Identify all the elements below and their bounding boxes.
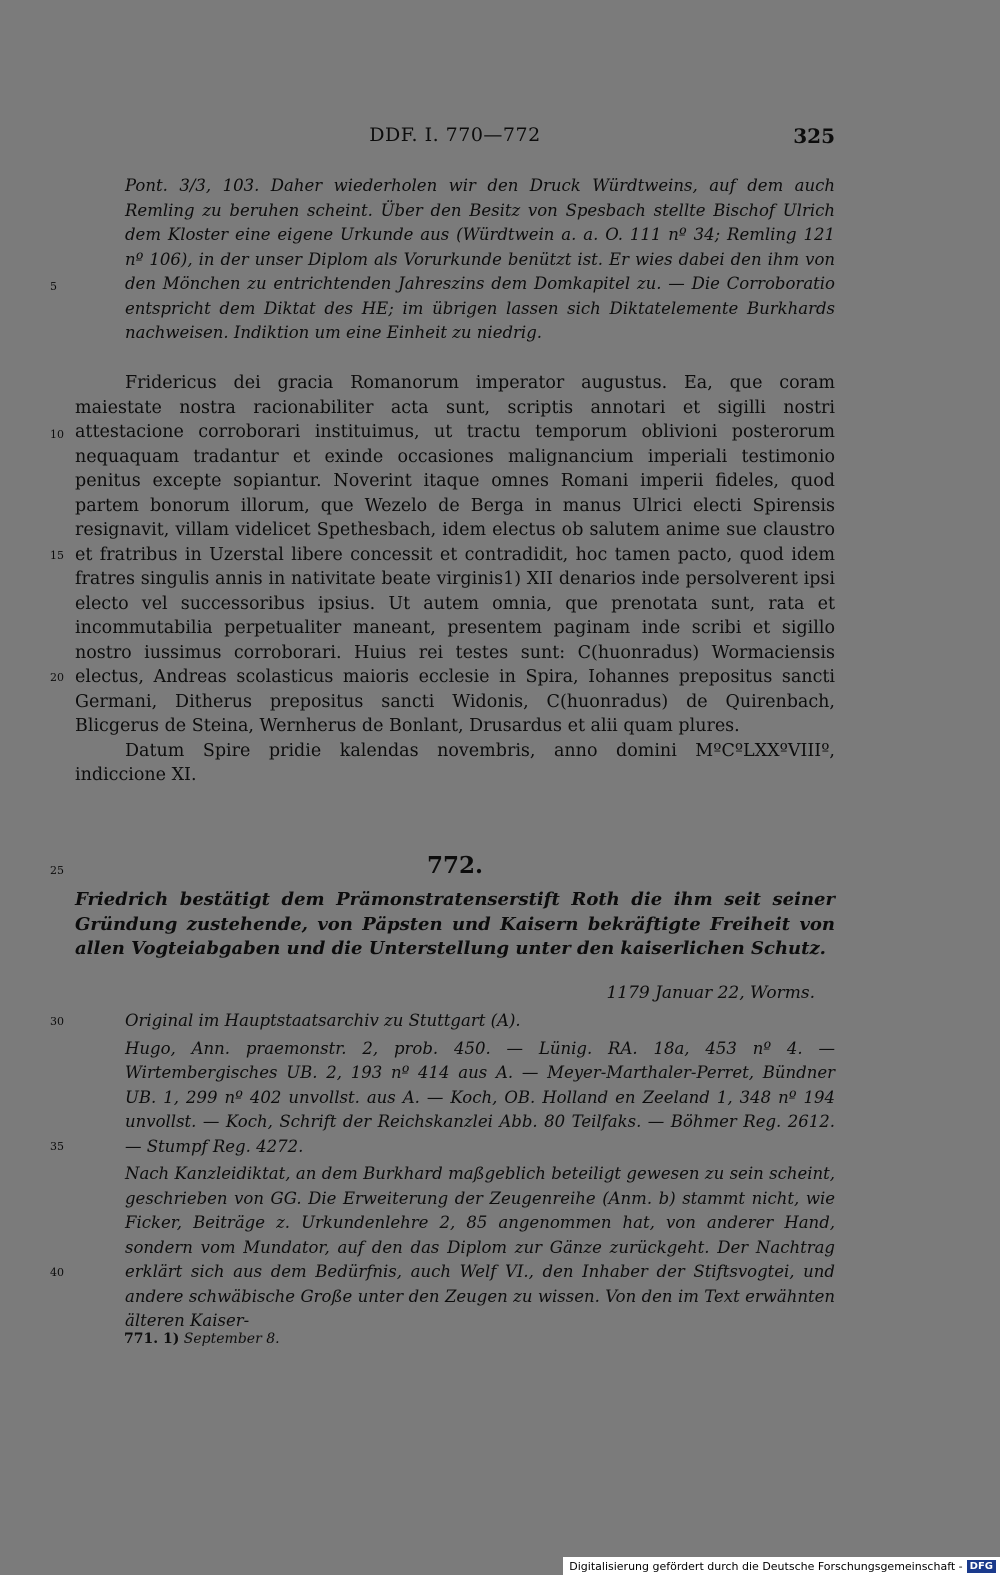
document-number: 772. <box>426 852 484 879</box>
footnote <box>124 1331 280 1347</box>
datum-paragraph: Datum Spire pridie kalendas novembris, anno domini MºCºLXXºVIIIº, indiccione XI. <box>75 740 835 785</box>
page-header <box>75 124 835 154</box>
line-number: 40 <box>50 1266 64 1279</box>
line-number: 10 <box>50 428 64 441</box>
preliminary-note <box>75 174 835 346</box>
dfg-banner-text: Digitalisierung gefördert durch die Deutsche Forschungsgemeinschaft - <box>569 1559 963 1573</box>
charter-text <box>75 371 835 788</box>
line-number: 35 <box>50 1140 64 1153</box>
line-number: 30 <box>50 1015 64 1028</box>
source-original: Original im Hauptstaatsarchiv zu Stuttgart (A). <box>125 1011 521 1030</box>
source-commentary: Nach Kanzleidiktat, an dem Burkhard maßgeblich beteiligt gewesen zu sein scheint, geschrieben von GG. Die Erweiterung der Zeugenreihe (Anm. b) stammt nicht, wie Ficker, Beiträge z. Urkundenlehre 2, 85 angenommen hat, von anderer Hand, sondern vom Mundator, auf den das Diplom zur Gänze zurückgeht. Der Nachtrag erklärt sich aus dem Bedürfnis, auch Welf VI., den Inhaber der Stiftsvogtei, und andere schwäbische Große unter den Zeugen zu wissen. Von den im Text erwähnten älteren Kaiser- <box>125 1164 835 1330</box>
line-number: 15 <box>50 549 64 562</box>
line-number: 20 <box>50 671 64 684</box>
summary-text: Friedrich bestätigt dem Prämonstratenserstift Roth die ihm seit seiner Gründung zustehende, von Päpsten und Kaisern bekräftigte Freiheit von allen Vogteiabgaben und die Unterstellung unter den kaiserlichen Schutz. <box>75 889 835 959</box>
charter-paragraph: Fridericus dei gracia Romanorum imperator augustus. Ea, que coram maiestate nostra racionabiliter acta sunt, scriptis annotari et sigilli nostri attestacione corroborari instituimus, ut tractu temporum oblivioni posterorum nequaquam tradantur et exinde occasiones malignancium imperiali testimonio penitus excepte sopiantur. Noverint itaque omnes Romani imperii fideles, quod partem bonorum illorum, que Wezelo de Berga in manus Ulrici electi Spirensis resignavit, villam videlicet Spethesbach, idem electus ob salutem anime sue claustro et fratribus in Uzerstal libere concessit et contradidit, hoc tamen pacto, quod idem fratres singulis annis in nativitate beate virginis1) XII denarios inde persolverent ipsi electo vel successoribus ipsius. Ut autem omnia, que prenotata sunt, rata et incommutabilia perpetualiter maneant, presentem paginam inde scribi et sigillo nostro iussimus corroborari. Huius rei testes sunt: C(huonradus) Wormaciensis electus, Andreas scolasticus maioris ecclesie in Spira, Iohannes prepositus sancti Germani, Ditherus prepositus sancti Widonis, C(huonradus) de Quirenbach, Blicgerus de Steina, Wernherus de Bonlant, Drusardus et alii quam plures. <box>75 373 835 736</box>
running-title: DDF. I. 770—772 <box>369 124 541 146</box>
dfg-logo: DFG <box>967 1560 996 1573</box>
source-editions: Hugo, Ann. praemonstr. 2, prob. 450. — Lünig. RA. 18a, 453 nº 4. — Wirtembergisches UB. 2, 193 nº 414 aus A. — Meyer-Marthaler-Perret, Bündner UB. 1, 299 nº 402 unvollst. aus A. — Koch, OB. Holland en Zeeland 1, 348 nº 194 unvollst. — Koch, Schrift der Reichskanzlei Abb. 80 Teilfaks. — Böhmer Reg. 2612. — Stumpf Reg. 4272. <box>125 1038 835 1156</box>
line-number: 25 <box>50 864 64 877</box>
footnote-number: 771. 1) <box>124 1331 180 1347</box>
regest-summary <box>75 888 835 962</box>
dateline: 1179 Januar 22, Worms. <box>606 983 815 1003</box>
source-notes <box>75 1009 835 1334</box>
note-paragraph: Pont. 3/3, 103. Daher wiederholen wir den Druck Würdtweins, auf dem auch Remling zu beruhen scheint. Über den Besitz von Spesbach stellte Bischof Ulrich dem Kloster eine eigene Urkunde aus (Würdtwein a. a. O. 111 nº 34; Remling 121 nº 106), in der unser Diplom als Vorurkunde benützt ist. Er wies dabei den ihm von den Mönchen zu entrichtenden Jahreszins dem Domkapitel zu. — Die Corroboratio entspricht dem Diktat des HE; im übrigen lassen sich Diktatelemente Burkhards nachweisen. Indiktion um eine Einheit zu niedrig. <box>125 176 835 342</box>
footnote-text: September 8. <box>183 1331 280 1347</box>
line-number: 5 <box>50 280 57 293</box>
page-number: 325 <box>793 124 835 148</box>
dfg-banner <box>563 1557 1000 1575</box>
